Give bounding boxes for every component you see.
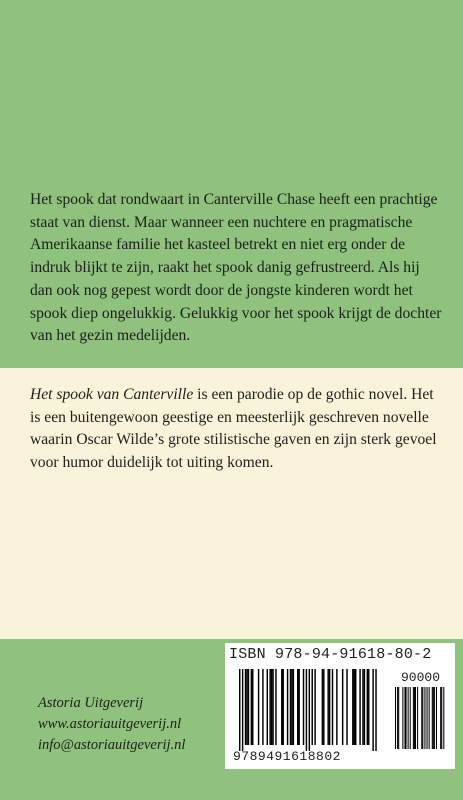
- barcode-bar: [329, 669, 330, 745]
- isbn-label: ISBN 978-94-91618-80-2: [229, 646, 432, 663]
- back-cover-blurb: Het spook dat rondwaart in Canterville Chase heeft een prachtige staat van dienst. Maar wanneer een nuchtere en pragmatische Amerikaanse familie het kasteel betrekt en niet erg onder de indruk blijkt te zijn, raakt het spook danig gefrustreerd. Als hij dan ook nog gepest wordt door de jongste kinderen wordt het spook diep ongelukkig. Gelukkig voor het spook krijgt de dochter van het gezin medelijden.: [30, 191, 442, 345]
- barcode-bar: [336, 669, 337, 745]
- barcode-bar: [367, 669, 368, 745]
- addon-bar: [408, 687, 409, 749]
- ean-bars: [239, 669, 377, 751]
- publisher-email: info@astoriauitgeverij.nl: [38, 737, 186, 753]
- barcode-bar: [251, 669, 252, 745]
- addon-bar: [413, 687, 414, 749]
- barcode-bar: [359, 669, 360, 745]
- addon-bar: [417, 687, 418, 749]
- barcode-bar: [298, 669, 299, 745]
- barcode-bar: [322, 669, 323, 745]
- addon-bar: [402, 687, 403, 749]
- addon-number: 90000: [401, 670, 441, 685]
- publisher-website: www.astoriauitgeverij.nl: [38, 716, 182, 732]
- barcode-bar: [291, 669, 292, 745]
- addon-bars: [395, 687, 444, 749]
- barcode-bar: [309, 669, 310, 751]
- addon-bar: [414, 687, 415, 749]
- barcode-bar: [287, 669, 288, 745]
- addon-bar: [433, 687, 434, 749]
- publisher-name: Astoria Uitgeverij: [38, 695, 144, 711]
- addon-bar: [441, 687, 442, 749]
- barcode-bar: [269, 669, 270, 745]
- barcode-bar: [246, 669, 247, 745]
- barcode-bar: [354, 669, 355, 745]
- barcode-bar: [245, 669, 246, 745]
- barcode-bar: [372, 669, 373, 751]
- addon-bar: [424, 687, 425, 749]
- barcode-bar: [362, 669, 363, 745]
- barcode-bar: [283, 669, 284, 745]
- barcode-bar: [323, 669, 324, 745]
- addon-bar: [406, 687, 407, 749]
- addon-bar: [427, 687, 428, 749]
- barcode-bar: [248, 669, 249, 745]
- addon-bar: [398, 687, 399, 749]
- barcode-bar: [242, 669, 243, 751]
- addon-bar: [395, 687, 396, 749]
- book-title: Het spook van Canterville: [30, 386, 194, 403]
- addon-bar: [415, 687, 416, 749]
- barcode-box: [225, 643, 455, 769]
- addon-bar: [436, 687, 437, 749]
- barcode-bar: [239, 669, 240, 751]
- description-text: is een parodie op de gothic novel. Het is een buitengewoon geestige en meesterlijk geschreven novelle waarin Oscar Wilde’s grote stilistische gaven en zijn sterk gevoel voor humor duidelijk tot uiting komen.: [30, 386, 437, 472]
- barcode-bar: [312, 669, 313, 745]
- barcode-bar: [267, 669, 268, 745]
- barcode-bar: [293, 669, 294, 745]
- addon-bar: [429, 687, 430, 749]
- barcode-bar: [297, 669, 298, 745]
- barcode-bar: [262, 669, 263, 745]
- publisher-info: [38, 693, 185, 756]
- barcode-bar: [368, 669, 369, 745]
- addon-bar: [404, 687, 405, 749]
- book-description: [30, 384, 442, 475]
- barcode-bar: [290, 669, 291, 745]
- addon-bar: [443, 687, 444, 749]
- barcode-bar: [327, 669, 328, 745]
- barcode-bar: [364, 669, 365, 745]
- addon-bar: [397, 687, 398, 749]
- addon-bar: [422, 687, 423, 749]
- barcode-bar: [275, 669, 276, 745]
- barcode-bar: [303, 669, 304, 745]
- addon-bar: [421, 687, 422, 749]
- barcode-bar: [355, 669, 356, 745]
- barcode-bar: [258, 669, 259, 745]
- ean-number: 9789491618802: [233, 749, 341, 764]
- addon-bar: [434, 687, 435, 749]
- barcode-bar: [252, 669, 253, 745]
- barcode-bar: [306, 669, 307, 751]
- barcode-bar: [342, 669, 343, 745]
- barcode-bar: [332, 669, 333, 745]
- barcode-bar: [314, 669, 315, 745]
- barcode-bar: [352, 669, 353, 745]
- addon-bar: [410, 687, 411, 749]
- addon-bar: [440, 687, 441, 749]
- addon-bar: [432, 687, 433, 749]
- barcode-bar: [346, 669, 347, 745]
- barcode-bar: [271, 669, 272, 745]
- barcode-bar: [272, 669, 273, 745]
- barcode-bar: [281, 669, 282, 745]
- barcode-bar: [375, 669, 376, 751]
